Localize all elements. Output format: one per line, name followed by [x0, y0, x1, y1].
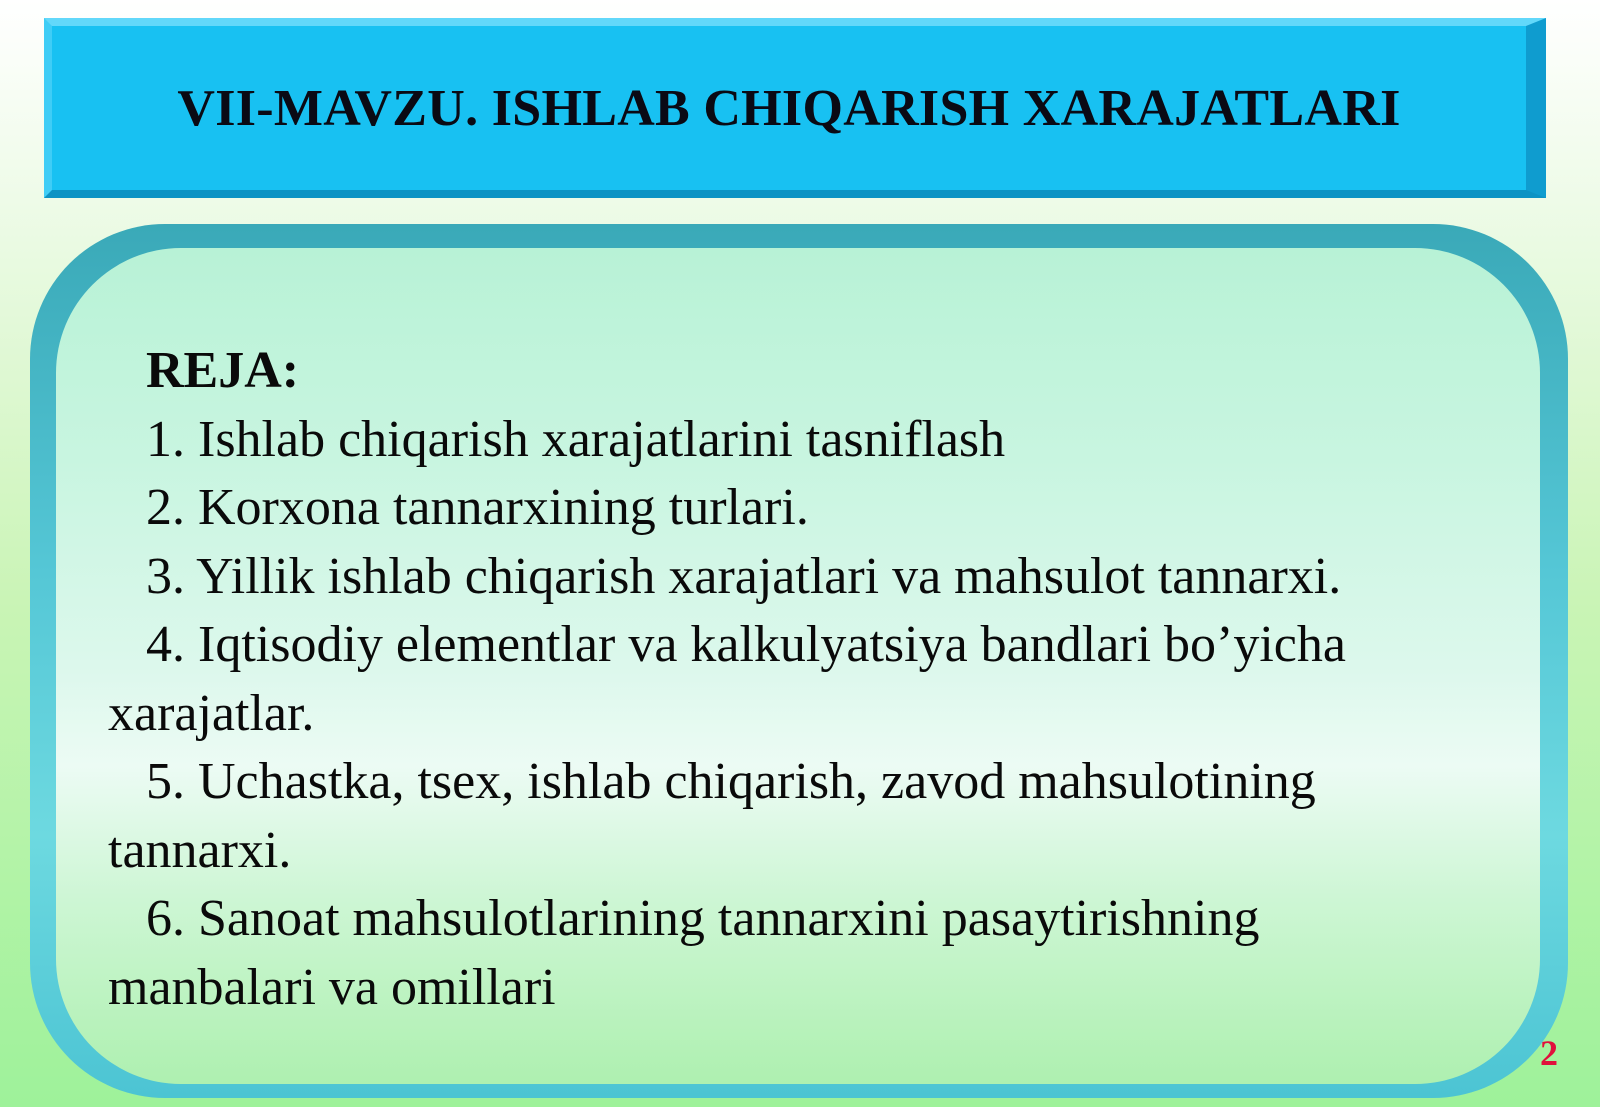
- plan-item-4-continuation: xarajatlar.: [108, 684, 315, 742]
- slide-title: VII-MAVZU. ISHLAB CHIQARISH XARAJATLARI: [177, 79, 1401, 137]
- plan-item-6-continuation: manbalari va omillari: [108, 958, 556, 1016]
- plan-item-5-continuation: tannarxi.: [108, 821, 292, 879]
- plan-item-6: 6. Sanoat mahsulotlarining tannarxini pasaytirishning: [146, 890, 1260, 947]
- plan-heading: REJA:: [146, 342, 300, 399]
- plan-item-5: 5. Uchastka, tsex, ishlab chiqarish, zavod mahsulotining: [146, 753, 1316, 810]
- title-bar: [44, 18, 1546, 198]
- plan-item-2: 2. Korxona tannarxining turlari.: [146, 479, 809, 536]
- plan-item-4: 4. Iqtisodiy elementlar va kalkulyatsiya bandlari bo’yicha: [146, 616, 1346, 673]
- page-number: 2: [1540, 1033, 1558, 1073]
- plan-list: [108, 337, 1528, 1022]
- plan-item-1: 1. Ishlab chiqarish xarajatlarini tasniflash: [146, 410, 1006, 468]
- plan-item-3: 3. Yillik ishlab chiqarish xarajatlari va mahsulot tannarxi.: [146, 547, 1342, 605]
